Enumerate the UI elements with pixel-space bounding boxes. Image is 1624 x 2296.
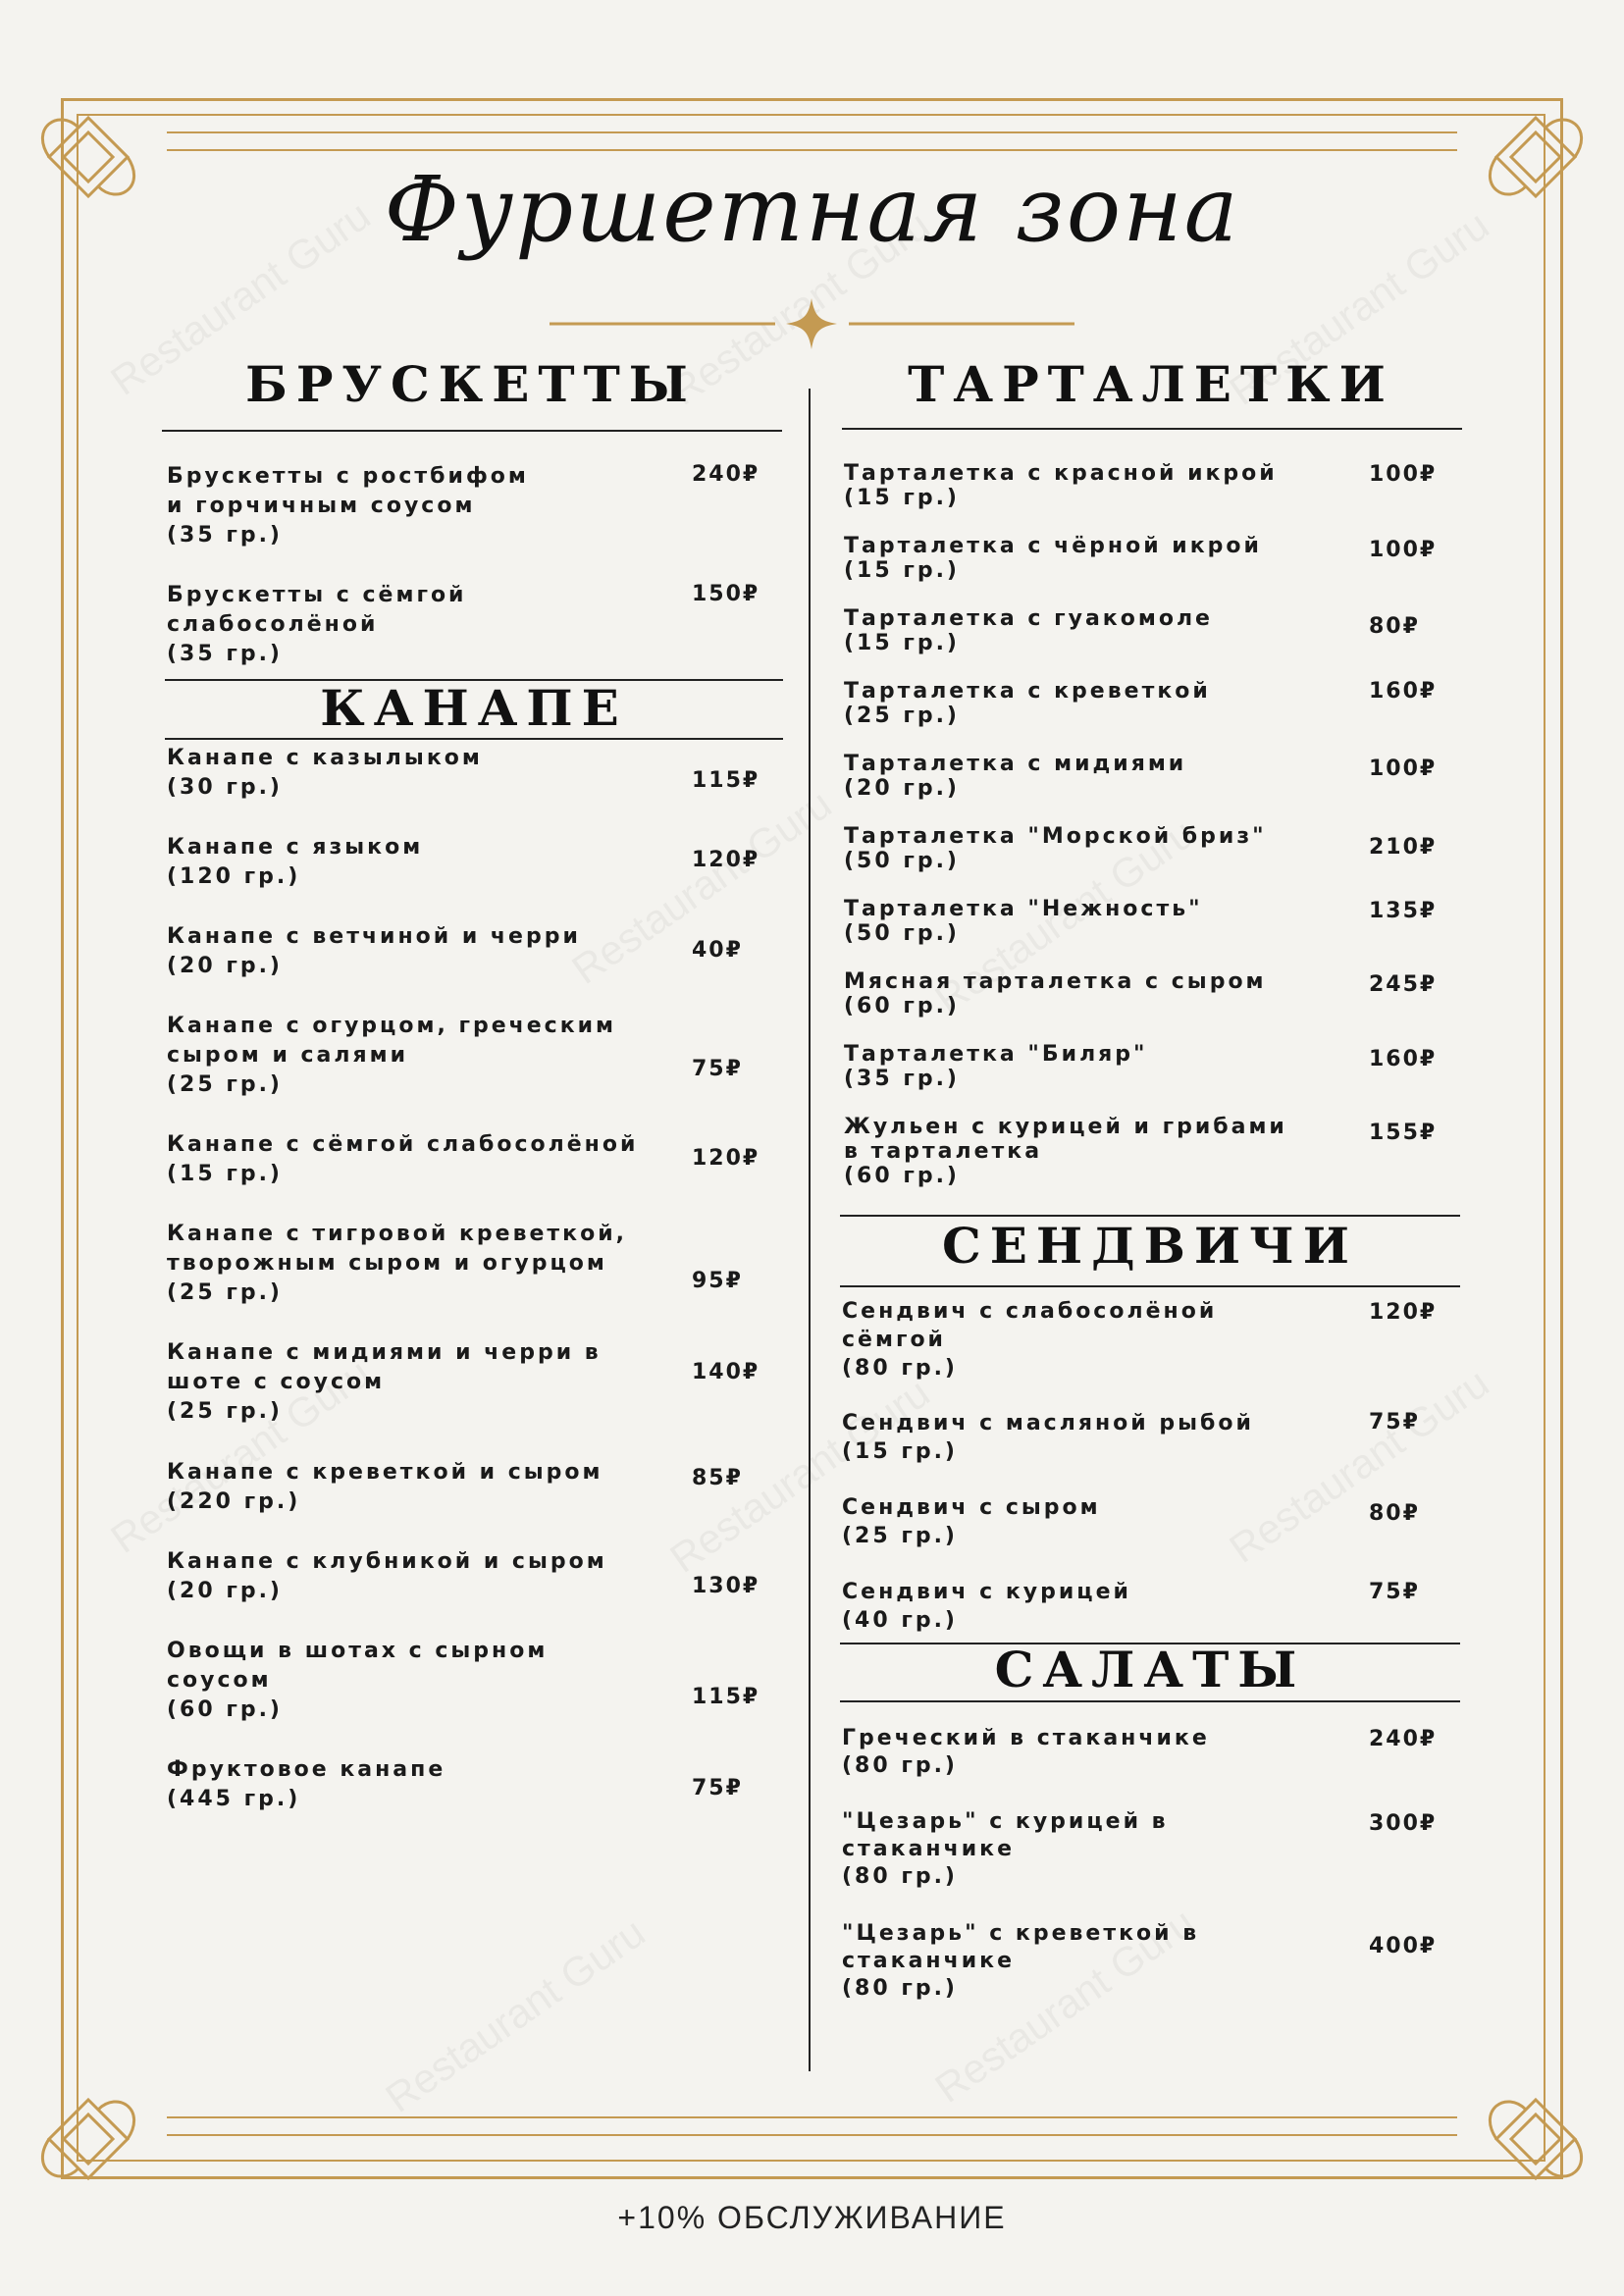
item-price: 160₽ bbox=[1369, 679, 1438, 704]
section-title-sandwiches: СЕНДВИЧИ bbox=[941, 1217, 1358, 1275]
service-charge-note: +10% ОБСЛУЖИВАНИЕ bbox=[617, 2200, 1007, 2235]
item-name: Канапе с клубникой и сыром (20 гр.) bbox=[167, 1549, 607, 1603]
corner-ornament-icon bbox=[1467, 2061, 1604, 2198]
menu-item bbox=[167, 1220, 677, 1308]
item-price: 115₽ bbox=[692, 768, 760, 793]
top-border-line bbox=[167, 149, 1457, 151]
menu-item bbox=[842, 1409, 1352, 1466]
menu-item bbox=[844, 824, 1354, 873]
item-name: Тарталетка с красной икрой (15 гр.) bbox=[844, 461, 1278, 510]
page-title: Фуршетная зона bbox=[384, 157, 1240, 262]
item-name: Брускетты с ростбифом и горчичным соусом (35 гр.) bbox=[167, 464, 529, 548]
item-price: 400₽ bbox=[1369, 1934, 1438, 1958]
menu-item bbox=[844, 606, 1354, 655]
menu-item bbox=[844, 752, 1354, 801]
item-price: 245₽ bbox=[1369, 972, 1438, 997]
item-price: 115₽ bbox=[692, 1685, 760, 1709]
section-title-salads: САЛАТЫ bbox=[994, 1641, 1306, 1698]
item-price: 100₽ bbox=[1369, 538, 1438, 562]
item-price: 75₽ bbox=[1369, 1580, 1420, 1604]
item-price: 135₽ bbox=[1369, 899, 1438, 923]
column-divider bbox=[809, 389, 811, 2071]
item-price: 120₽ bbox=[1369, 1300, 1438, 1325]
section-rule bbox=[842, 428, 1462, 430]
item-name: Мясная тарталетка с сыром (60 гр.) bbox=[844, 969, 1267, 1018]
item-price: 300₽ bbox=[1369, 1811, 1438, 1836]
menu-item bbox=[842, 1920, 1352, 2003]
item-name: Тарталетка "Биляр" (35 гр.) bbox=[844, 1042, 1148, 1091]
item-price: 150₽ bbox=[692, 582, 760, 606]
item-name: Канапе с языком (120 гр.) bbox=[167, 835, 424, 889]
menu-item bbox=[842, 1808, 1352, 1891]
star-divider-icon bbox=[550, 294, 1074, 353]
item-name: Тарталетка с мидиями (20 гр.) bbox=[844, 752, 1187, 801]
menu-item bbox=[167, 1130, 677, 1189]
item-name: Брускетты с сёмгой слабосолёной (35 гр.) bbox=[167, 583, 467, 666]
item-name: Фруктовое канапе (445 гр.) bbox=[167, 1757, 446, 1811]
item-price: 130₽ bbox=[692, 1574, 760, 1598]
item-price: 80₽ bbox=[1369, 1501, 1420, 1526]
section-rule bbox=[165, 738, 783, 740]
item-price: 75₽ bbox=[692, 1776, 743, 1800]
item-name: Канапе с мидиями и черри в шоте с соусом (25 гр.) bbox=[167, 1340, 602, 1424]
item-price: 40₽ bbox=[692, 938, 743, 963]
item-name: Тарталетка "Нежность" (50 гр.) bbox=[844, 897, 1203, 946]
menu-item bbox=[167, 833, 677, 892]
menu-item bbox=[167, 1755, 677, 1814]
item-price: 240₽ bbox=[692, 462, 760, 487]
menu-item bbox=[167, 1547, 677, 1606]
menu-item bbox=[844, 969, 1354, 1018]
item-name: Канапе с ветчиной и черри (20 гр.) bbox=[167, 924, 581, 978]
bottom-border-line bbox=[167, 2116, 1457, 2118]
item-price: 100₽ bbox=[1369, 757, 1438, 781]
section-rule bbox=[840, 1700, 1460, 1702]
top-border-line bbox=[167, 131, 1457, 133]
item-price: 85₽ bbox=[692, 1466, 743, 1490]
menu-item bbox=[167, 744, 677, 803]
item-price: 155₽ bbox=[1369, 1121, 1438, 1145]
item-name: Канапе с сёмгой слабосолёной (15 гр.) bbox=[167, 1132, 639, 1186]
menu-item bbox=[844, 461, 1354, 510]
menu-item bbox=[844, 1115, 1354, 1188]
corner-ornament-icon bbox=[20, 2061, 157, 2198]
item-price: 140₽ bbox=[692, 1360, 760, 1384]
section-rule bbox=[162, 430, 782, 432]
menu-item bbox=[167, 581, 677, 669]
item-price: 240₽ bbox=[1369, 1727, 1438, 1751]
menu-item bbox=[842, 1578, 1352, 1635]
menu-item bbox=[167, 1338, 677, 1427]
menu-item bbox=[844, 1042, 1354, 1091]
item-price: 80₽ bbox=[1369, 614, 1420, 639]
menu-item bbox=[842, 1725, 1352, 1780]
item-name: Жульен с курицей и грибами в тарталетка (60 гр.) bbox=[844, 1115, 1287, 1188]
item-name: Сендвич с сыром (25 гр.) bbox=[842, 1495, 1101, 1548]
menu-item bbox=[842, 1297, 1352, 1383]
item-name: Канапе с тигровой креветкой, творожным сыром и огурцом (25 гр.) bbox=[167, 1222, 627, 1305]
item-price: 100₽ bbox=[1369, 462, 1438, 487]
menu-item bbox=[844, 897, 1354, 946]
item-name: Канапе с казылыком (30 гр.) bbox=[167, 746, 483, 800]
item-name: Тарталетка с чёрной икрой (15 гр.) bbox=[844, 534, 1262, 583]
item-price: 210₽ bbox=[1369, 835, 1438, 860]
menu-item bbox=[167, 922, 677, 981]
item-price: 75₽ bbox=[692, 1057, 743, 1081]
item-name: Сендвич с масляной рыбой (15 гр.) bbox=[842, 1411, 1254, 1464]
item-name: Канапе с огурцом, греческим сыром и салями (25 гр.) bbox=[167, 1014, 617, 1097]
menu-item bbox=[167, 462, 677, 550]
item-name: "Цезарь" с креветкой в стаканчике (80 гр.) bbox=[842, 1921, 1200, 2001]
item-price: 160₽ bbox=[1369, 1047, 1438, 1071]
menu-item bbox=[167, 1012, 677, 1100]
section-title-bruschetta: БРУСКЕТТЫ bbox=[245, 355, 697, 413]
bottom-border-line bbox=[167, 2134, 1457, 2136]
item-name: Тарталетка "Морской бриз" (50 гр.) bbox=[844, 824, 1267, 873]
item-price: 75₽ bbox=[1369, 1410, 1420, 1435]
item-name: Тарталетка с гуакомоле (15 гр.) bbox=[844, 606, 1213, 655]
menu-item bbox=[844, 534, 1354, 583]
menu-item bbox=[167, 1637, 677, 1725]
item-price: 95₽ bbox=[692, 1269, 743, 1293]
section-title-canape: КАНАПЕ bbox=[320, 679, 628, 737]
item-name: Овощи в шотах с сырном соусом (60 гр.) bbox=[167, 1639, 549, 1722]
item-price: 120₽ bbox=[692, 848, 760, 872]
menu-item bbox=[167, 1458, 677, 1517]
item-name: Тарталетка с креветкой (25 гр.) bbox=[844, 679, 1211, 728]
item-name: Канапе с креветкой и сыром (220 гр.) bbox=[167, 1460, 603, 1514]
section-title-tartlets: ТАРТАЛЕТКИ bbox=[908, 355, 1394, 413]
item-name: Сендвич с курицей (40 гр.) bbox=[842, 1580, 1131, 1633]
item-price: 120₽ bbox=[692, 1146, 760, 1171]
menu-item bbox=[844, 679, 1354, 728]
item-name: "Цезарь" с курицей в стаканчике (80 гр.) bbox=[842, 1809, 1169, 1889]
item-name: Греческий в стаканчике (80 гр.) bbox=[842, 1726, 1210, 1778]
section-rule bbox=[840, 1285, 1460, 1287]
menu-item bbox=[842, 1493, 1352, 1550]
item-name: Сендвич с слабосолёной сёмгой (80 гр.) bbox=[842, 1299, 1218, 1381]
